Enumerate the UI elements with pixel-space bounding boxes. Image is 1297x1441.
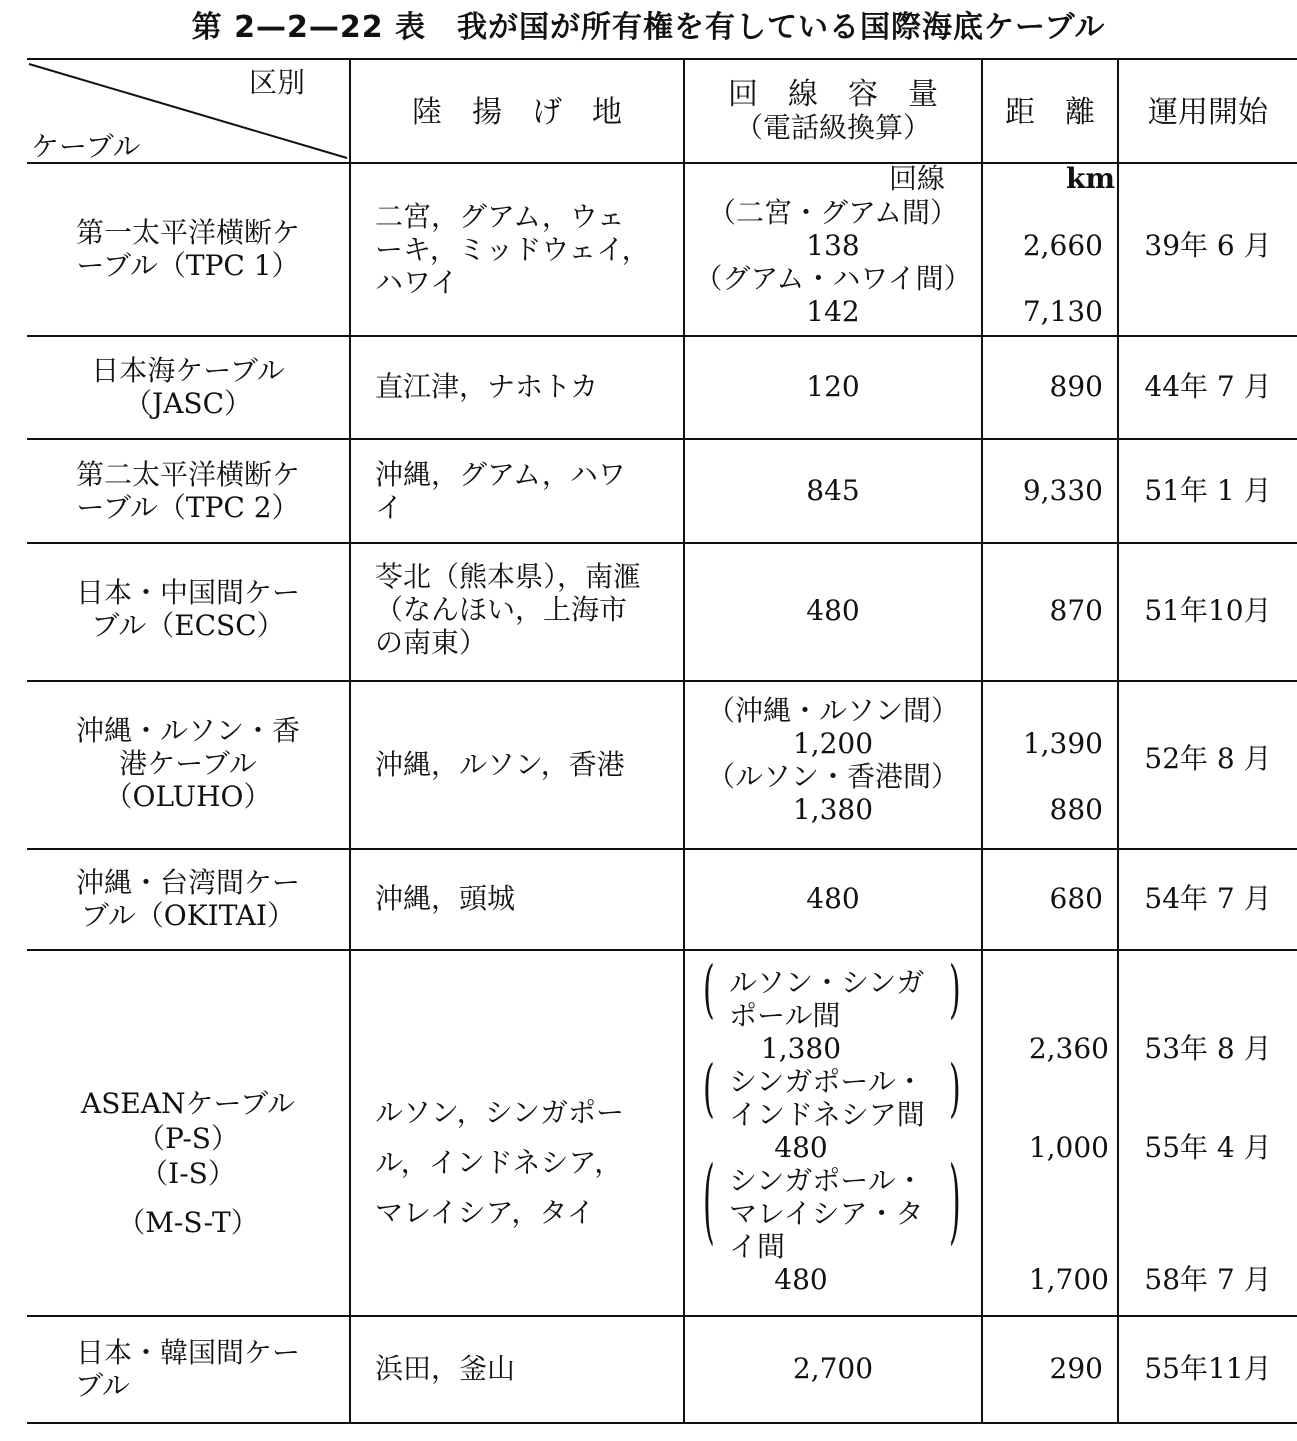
row-divider	[27, 542, 1297, 544]
capacity-note-line: ポール間	[729, 999, 841, 1032]
landing-sites	[375, 200, 675, 299]
capacity-note: （沖縄・ルソン間）	[706, 694, 959, 727]
capacity-value: 1,200	[792, 727, 874, 760]
row-divider	[27, 949, 1297, 951]
capacity-value: 480	[806, 882, 860, 915]
cable-name	[27, 714, 349, 813]
cable-name-line: 日本・韓国間ケー	[75, 1336, 300, 1369]
capacity-note: （グアム・ハワイ間）	[694, 262, 972, 295]
close-paren-icon: )	[949, 953, 961, 1028]
cable-name-line: 沖縄・台湾間ケー	[75, 866, 300, 899]
capacity-note-line: インドネシア間	[729, 1098, 925, 1131]
capacity-value: 1,380	[792, 793, 874, 826]
distance-value: 870	[1049, 594, 1103, 627]
cable-name-line: 第二太平洋横断ケ	[75, 458, 300, 491]
header-distance: 距 離	[1005, 95, 1095, 130]
header-corner-bottom: ケーブル	[31, 130, 141, 163]
unit-km: km	[1065, 162, 1115, 195]
landing-sites: 直江津，ナホトカ	[375, 370, 599, 403]
landing-line: （なんほい，上海市	[375, 593, 628, 626]
header-landing: 陸 揚 げ 地	[412, 95, 622, 130]
capacity-value: 845	[806, 474, 860, 507]
capacity-note-line: マレイシア・タ	[729, 1197, 924, 1230]
start-date: 52年 8 月	[1144, 742, 1272, 775]
distance-value: 890	[1049, 370, 1103, 403]
header-corner-top: 区別	[249, 66, 306, 99]
capacity-value: 2,700	[792, 1352, 874, 1385]
capacity-value: 480	[806, 594, 860, 627]
row-divider	[27, 438, 1297, 440]
cable-name	[27, 1336, 349, 1402]
unit-lines: 回線	[888, 162, 945, 195]
distance-value: 680	[1049, 882, 1103, 915]
capacity-note-line: イ間	[729, 1230, 786, 1263]
start-date: 51年 1 月	[1144, 474, 1272, 507]
header-start: 運用開始	[1148, 95, 1268, 130]
row-divider	[27, 335, 1297, 337]
cable-name	[27, 458, 349, 524]
landing-sites: 沖縄，ルソン，香港	[375, 748, 625, 781]
cable-name-line: （OLUHO）	[104, 780, 272, 813]
start-date: 58年 7 月	[1144, 1263, 1272, 1296]
start-date: 55年11月	[1144, 1352, 1272, 1385]
cable-name-line: 港ケーブル	[119, 747, 257, 780]
landing-line: ルソン，シンガポー	[375, 1096, 625, 1129]
landing-line: 苓北（熊本県），南滙	[375, 560, 642, 593]
distance-value: 1,390	[1022, 727, 1103, 760]
capacity-note: （二宮・グアム間）	[707, 196, 959, 229]
header-capacity	[685, 78, 981, 144]
open-paren-icon: (	[703, 1148, 715, 1257]
start-date: 54年 7 月	[1144, 882, 1272, 915]
capacity-value: 138	[806, 229, 860, 262]
capacity-value: 142	[806, 295, 860, 328]
cable-name-line: 第一太平洋横断ケ	[75, 216, 300, 249]
landing-line: の南東）	[375, 626, 488, 659]
capacity-note-line: シンガポール・	[729, 1065, 924, 1098]
distance-value: 290	[1049, 1352, 1103, 1385]
landing-line: ハワイ	[375, 266, 459, 299]
distance-value: 2,660	[1022, 229, 1103, 262]
cable-name-line: （P-S）	[137, 1122, 239, 1155]
distance-value: 880	[1049, 793, 1103, 826]
start-date: 44年 7 月	[1144, 370, 1272, 403]
header-capacity-line2: （電話級換算）	[734, 111, 931, 144]
distance-value: 7,130	[1022, 295, 1103, 328]
open-paren-icon: (	[703, 1052, 715, 1127]
capacity-note-line: ルソン・シンガ	[729, 966, 925, 999]
cable-name	[27, 354, 349, 420]
landing-sites	[375, 1088, 675, 1238]
cable-name-line: ブル（ECSC）	[91, 609, 285, 642]
column-divider	[349, 58, 351, 1424]
cable-name	[27, 216, 349, 282]
cable-name-line: ーブル（TPC 2）	[76, 491, 300, 524]
cable-name-line: （M-S-T）	[117, 1206, 259, 1239]
capacity-value: 480	[774, 1263, 828, 1296]
capacity-value: 120	[806, 370, 860, 403]
landing-line: 沖縄，グアム，ハワ	[375, 458, 626, 491]
landing-sites	[375, 560, 675, 659]
cable-name-line: （I-S）	[140, 1157, 236, 1190]
cable-name-line: ブル（OKITAI）	[80, 899, 296, 932]
capacity-value: 1,380	[760, 1032, 842, 1065]
cable-name-line: ASEANケーブル	[80, 1087, 296, 1120]
cable-name-line: （JASC）	[123, 387, 253, 420]
header-capacity-line1: 回 線 容 量	[728, 77, 938, 112]
cable-name	[27, 576, 349, 642]
cable-name	[27, 866, 349, 932]
landing-line: ル，インドネシア，	[375, 1146, 623, 1179]
cable-name-line: ブル	[75, 1369, 130, 1402]
distance-value: 2,360	[1028, 1032, 1109, 1065]
capacity-value: 480	[774, 1131, 828, 1164]
table-bottom-rule	[27, 1422, 1297, 1424]
start-date: 39年 6 月	[1144, 229, 1272, 262]
capacity-note: （ルソン・香港間）	[706, 760, 959, 793]
landing-line: イ	[375, 491, 404, 524]
distance-value: 9,330	[1022, 474, 1103, 507]
distance-value: 1,700	[1028, 1263, 1109, 1296]
distance-value: 1,000	[1028, 1131, 1109, 1164]
landing-line: ーキ，ミッドウェイ，	[375, 233, 650, 266]
row-divider	[27, 848, 1297, 850]
cable-name-line: 日本・中国間ケー	[75, 576, 300, 609]
table-title: 第 2—2—22 表 我が国が所有権を有している国際海底ケーブル	[191, 10, 1106, 45]
landing-sites: 浜田，釜山	[375, 1352, 516, 1385]
landing-line: マレイシア，タイ	[375, 1196, 595, 1229]
cable-name	[27, 1086, 349, 1240]
cable-name-line: 沖縄・ルソン・香	[75, 714, 300, 747]
cable-name-line: 日本海ケーブル	[91, 354, 285, 387]
row-divider	[27, 680, 1297, 682]
landing-sites	[375, 458, 675, 524]
column-divider	[1117, 58, 1119, 1424]
row-divider	[27, 1315, 1297, 1317]
capacity-note-line: シンガポール・	[729, 1164, 924, 1197]
cable-table	[27, 58, 1297, 1426]
open-paren-icon: (	[703, 953, 715, 1028]
start-date: 51年10月	[1144, 594, 1272, 627]
landing-line: 二宮，グアム，ウェ	[375, 200, 625, 233]
close-paren-icon: )	[949, 1148, 961, 1257]
cable-name-line: ーブル（TPC 1）	[76, 249, 300, 282]
start-date: 53年 8 月	[1144, 1032, 1272, 1065]
landing-sites: 沖縄，頭城	[375, 882, 516, 915]
close-paren-icon: )	[949, 1052, 961, 1127]
start-date: 55年 4 月	[1144, 1131, 1272, 1164]
